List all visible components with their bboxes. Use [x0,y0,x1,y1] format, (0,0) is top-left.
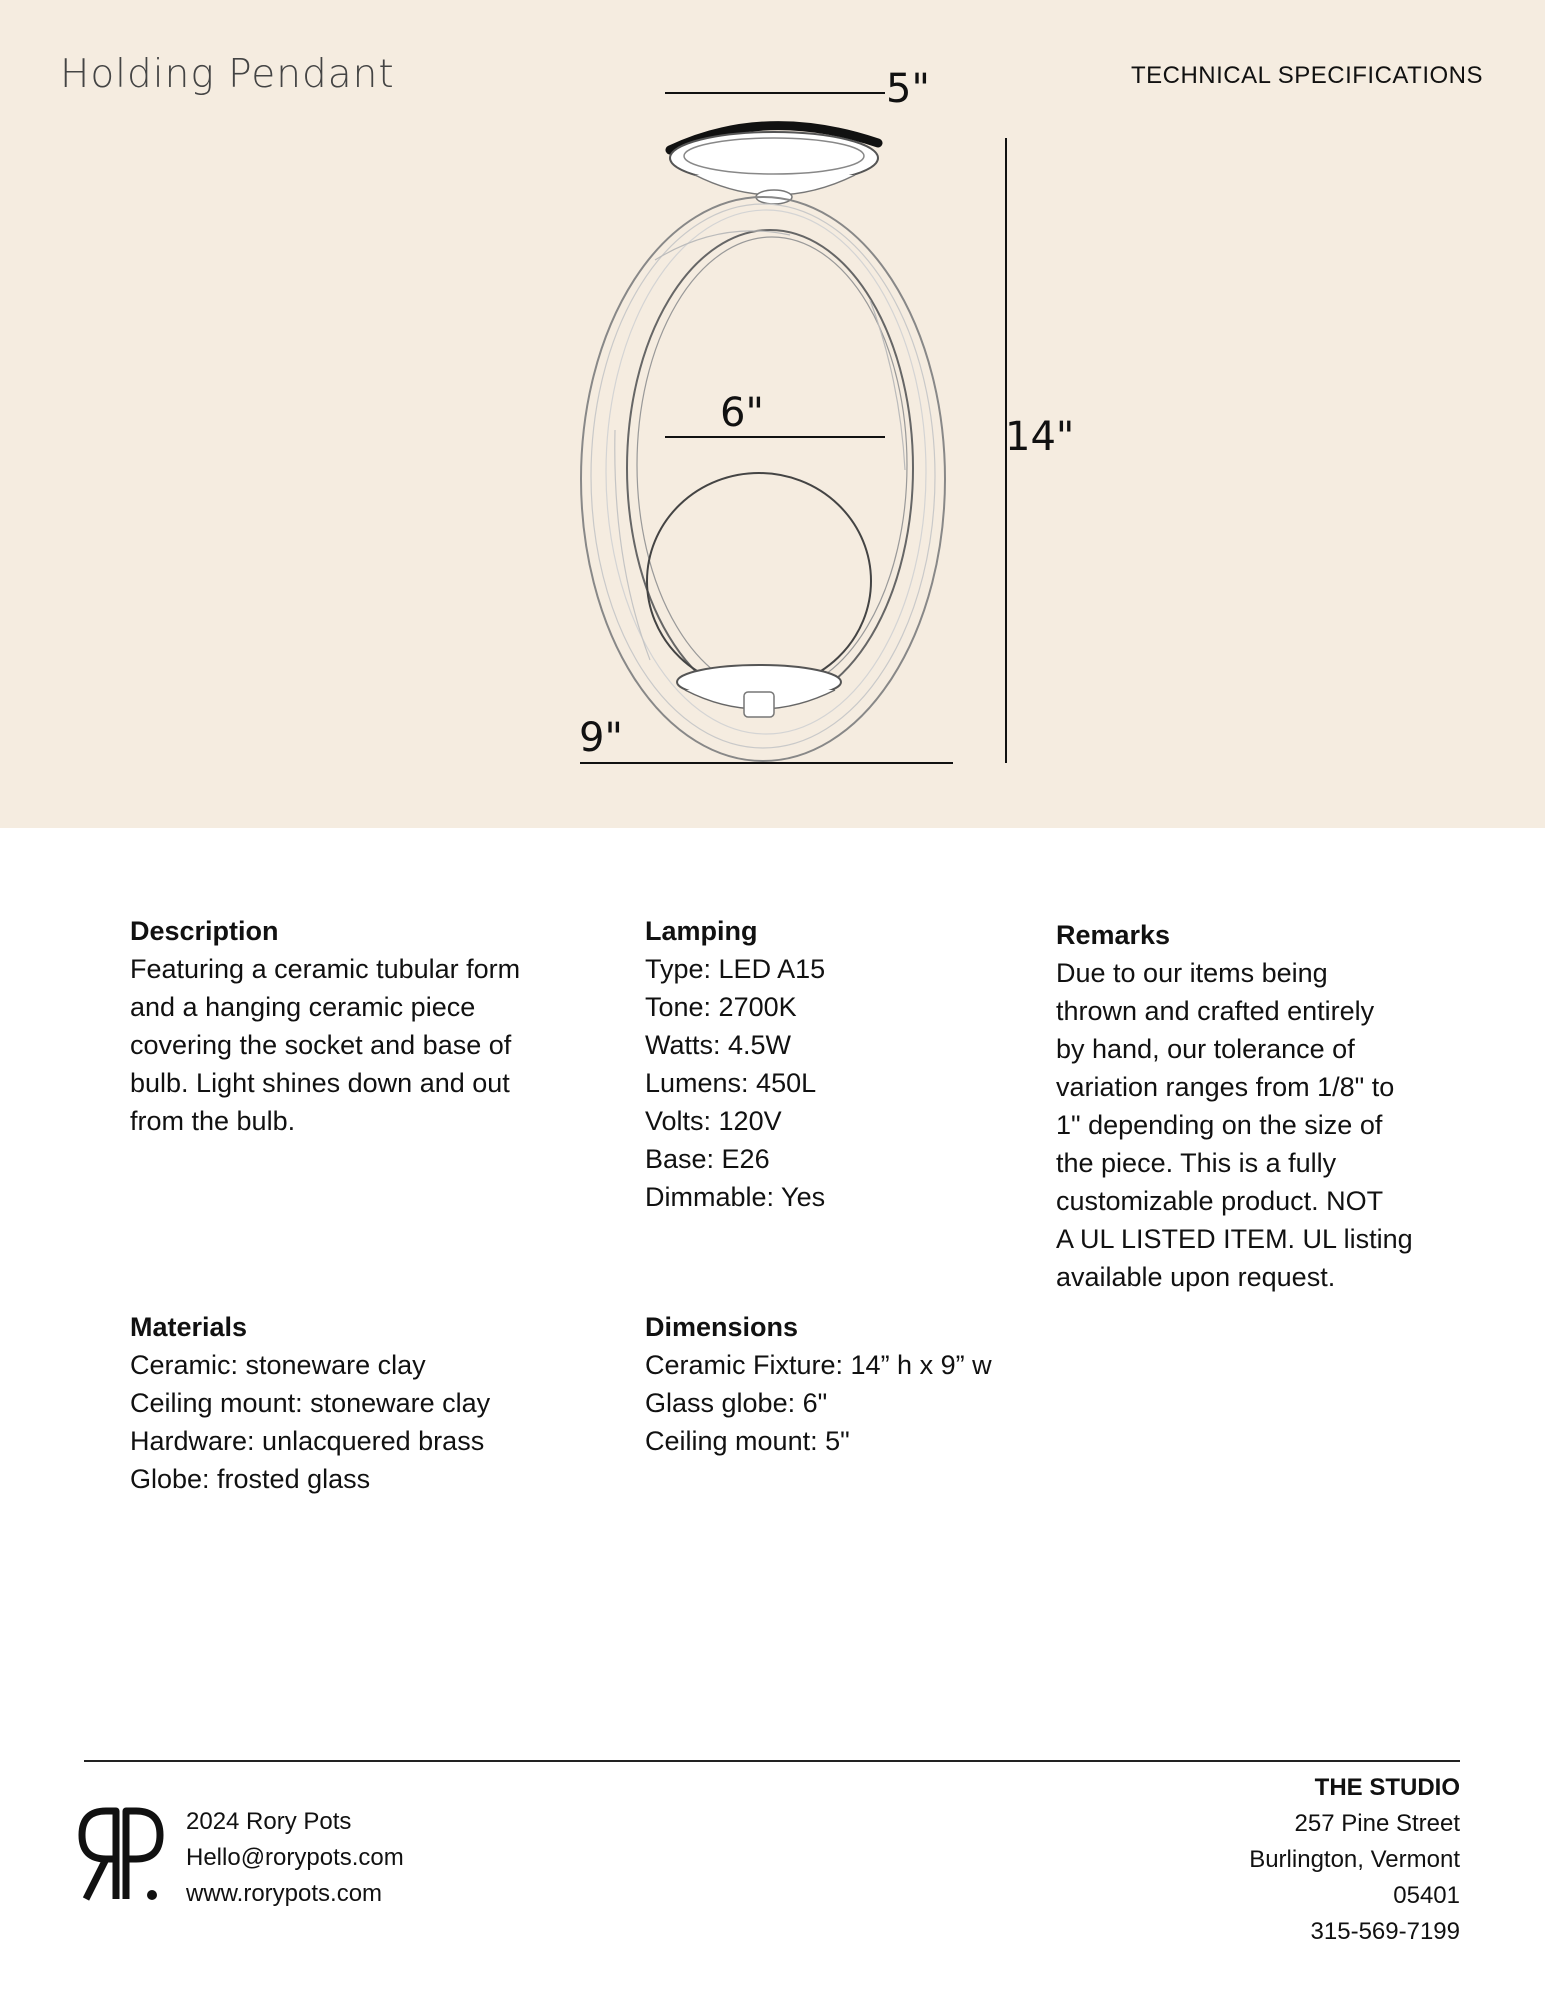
remarks-line: by hand, our tolerance of [1056,1034,1355,1064]
socket [744,692,774,717]
dimensions-item: Ceramic Fixture: 14” h x 9” w [645,1350,992,1380]
lamping-section [645,912,825,1216]
description-line: from the bulb. [130,1106,296,1136]
globe-dim-label: 6" [720,390,764,436]
width-dim-label: 9" [579,715,623,761]
studio-city: Burlington, Vermont [1249,1846,1460,1873]
materials-heading: Materials [130,1312,248,1342]
description-line: and a hanging ceramic piece [130,992,476,1022]
product-title: Holding Pendant [60,52,395,97]
materials-item: Globe: frosted glass [130,1464,371,1494]
materials-item: Ceramic: stoneware clay [130,1350,426,1380]
remarks-line: variation ranges from 1/8" to [1056,1072,1395,1102]
remarks-line: 1" depending on the size of [1056,1110,1383,1140]
remarks-line: the piece. This is a fully [1056,1148,1337,1178]
remarks-line: A UL LISTED ITEM. UL listing [1056,1224,1413,1254]
height-dim-label: 14" [1005,414,1075,460]
website-link[interactable]: www.rorypots.com [186,1880,383,1907]
dimensions-item: Ceiling mount: 5" [645,1426,850,1456]
footer-divider [84,1760,1460,1762]
lamping-item: Base: E26 [645,1144,770,1174]
studio-street: 257 Pine Street [1294,1810,1460,1837]
glass-globe [647,473,871,689]
rory-pots-logo [78,1803,168,1903]
contact-block [186,1804,404,1912]
remarks-line: available upon request. [1056,1262,1336,1292]
copyright-text: 2024 Rory Pots [186,1808,352,1835]
lamping-item: Watts: 4.5W [645,1030,792,1060]
description-line: covering the socket and base of [130,1030,512,1060]
remarks-line: thrown and crafted entirely [1056,996,1375,1026]
lamping-item: Dimmable: Yes [645,1182,826,1212]
remarks-section [1056,916,1436,1296]
lamping-item: Type: LED A15 [645,954,826,984]
email-link[interactable]: Hello@rorypots.com [186,1844,404,1871]
materials-item: Ceiling mount: stoneware clay [130,1388,491,1418]
description-line: Featuring a ceramic tubular form [130,954,521,984]
description-section [130,912,550,1140]
studio-title: THE STUDIO [1314,1774,1460,1801]
lamping-item: Tone: 2700K [645,992,797,1022]
description-heading: Description [130,916,279,946]
description-line: bulb. Light shines down and out [130,1068,510,1098]
studio-zip: 05401 [1393,1882,1460,1909]
hero-section [0,0,1545,828]
section-label: TECHNICAL SPECIFICATIONS [1130,62,1483,89]
materials-item: Hardware: unlacquered brass [130,1426,485,1456]
dimensions-heading: Dimensions [645,1312,799,1342]
dimensions-section [645,1308,992,1460]
remarks-line: customizable product. NOT [1056,1186,1384,1216]
dimensions-item: Glass globe: 6" [645,1388,828,1418]
pendant-drawing [0,0,1545,828]
lamping-item: Volts: 120V [645,1106,782,1136]
materials-section [130,1308,490,1498]
ceiling-dim-label: 5" [886,66,930,112]
studio-phone[interactable]: 315-569-7199 [1310,1918,1460,1945]
remarks-line: Due to our items being [1056,958,1328,988]
lamping-heading: Lamping [645,916,758,946]
remarks-heading: Remarks [1056,920,1171,950]
lamping-item: Lumens: 450L [645,1068,817,1098]
studio-address [1249,1770,1460,1950]
